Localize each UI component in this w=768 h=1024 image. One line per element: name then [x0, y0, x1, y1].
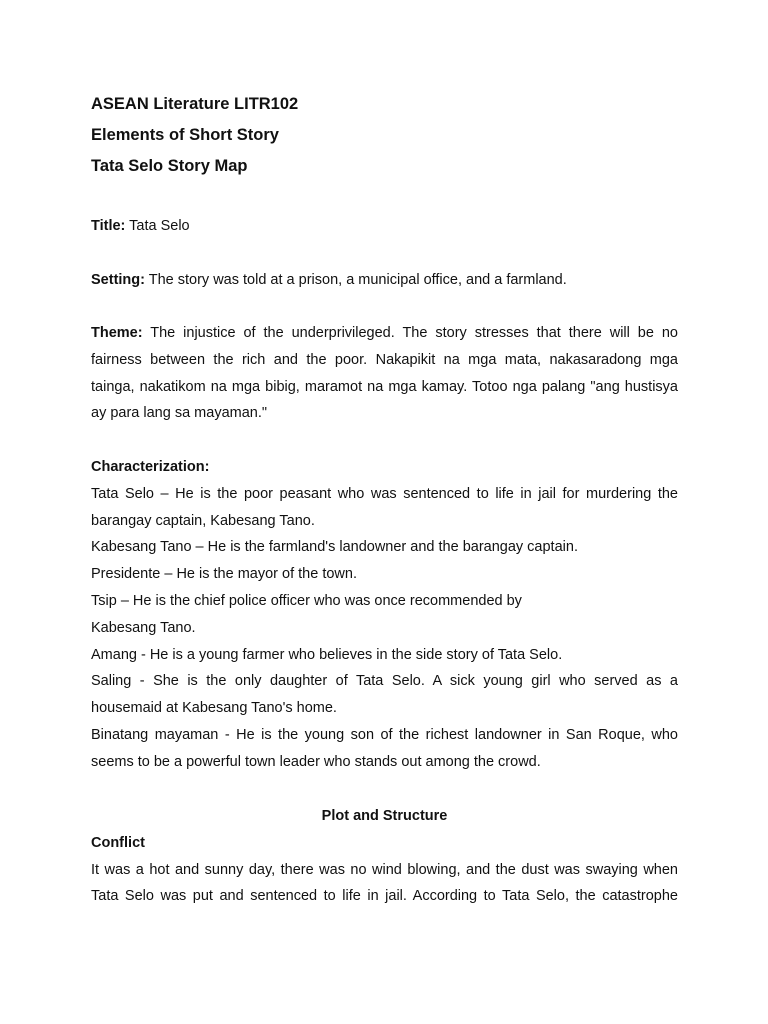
character-line: seems to be a powerful town leader who stands out among the crowd. — [91, 753, 541, 770]
characterization-section — [91, 454, 678, 776]
plot-section — [91, 803, 678, 910]
course-heading: ASEAN Literature LITR102 — [91, 95, 299, 113]
plot-heading: Plot and Structure — [321, 808, 448, 824]
plot-line: It was a hot and sunny day, there was no wind blowing, and the dust was swaying when — [91, 861, 678, 878]
title-section — [91, 213, 678, 240]
character-line: Binatang mayaman - He is the young son of the richest landowner in San Roque, who — [91, 726, 678, 743]
story-map-heading: Tata Selo Story Map — [91, 157, 248, 175]
setting-value: The story was told at a prison, a municipal office, and a farmland. — [148, 272, 567, 288]
character-line: Amang - He is a young farmer who believes in the side story of Tata Selo. — [91, 646, 563, 663]
character-line: Kabesang Tano. — [91, 619, 196, 636]
theme-line: fairness between the rich and the poor. Nakapikit na mga mata, nakasaradong mga — [91, 351, 678, 368]
theme-line: ay para lang sa mayaman." — [91, 405, 268, 422]
conflict-label: Conflict — [91, 834, 145, 851]
theme-label: Theme: — [91, 325, 143, 341]
character-line: barangay captain, Kabesang Tano. — [91, 512, 315, 529]
setting-label: Setting: — [91, 272, 145, 288]
character-line: Presidente – He is the mayor of the town. — [91, 566, 357, 583]
character-line: Tsip – He is the chief police officer who was once recommended by — [91, 592, 522, 609]
character-line: Saling - She is the only daughter of Tata Selo. A sick young girl who served as a — [91, 673, 678, 690]
character-line: Kabesang Tano – He is the farmland's landowner and the barangay captain. — [91, 539, 578, 556]
title-value: Tata Selo — [129, 218, 190, 234]
theme-line: The injustice of the underprivileged. The story stresses that there will be no — [150, 325, 678, 341]
character-line: Tata Selo – He is the poor peasant who was sentenced to life in jail for murdering the — [91, 485, 678, 502]
theme-section — [91, 320, 678, 427]
plot-line: Tata Selo was put and sentenced to life in jail. According to Tata Selo, the catastrophe — [91, 888, 678, 905]
characterization-label: Characterization: — [91, 459, 210, 475]
character-line: housemaid at Kabesang Tano's home. — [91, 700, 337, 717]
topic-heading: Elements of Short Story — [91, 126, 279, 144]
title-label: Title: — [91, 218, 126, 234]
theme-line: tainga, nakatikom na mga bibig, maramot na mga kamay. Totoo nga palang "ang hustisya — [91, 378, 678, 395]
setting-section — [91, 267, 678, 294]
